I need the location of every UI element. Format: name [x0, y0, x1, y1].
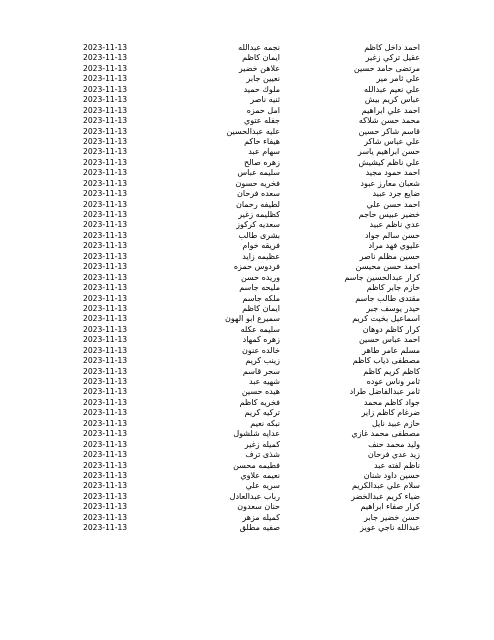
- list-row: [0, 200, 494, 210]
- name-list: [0, 43, 494, 534]
- mother-name: سهام عبد: [248, 147, 280, 157]
- person-name: علي نعيم عبدالله: [364, 84, 420, 94]
- list-row: [0, 273, 494, 283]
- list-row: [0, 127, 494, 137]
- record-date: 2023-11-13: [83, 189, 128, 199]
- mother-name: ملوك حميد: [243, 84, 280, 94]
- person-name: مسلم عامر طاهر: [362, 345, 420, 355]
- record-date: 2023-11-13: [83, 377, 128, 386]
- record-date: 2023-11-13: [83, 512, 128, 522]
- mother-name: نبكه نعيم: [250, 418, 280, 428]
- mother-name: كميله زغير: [244, 439, 280, 449]
- record-date: 2023-11-13: [83, 470, 128, 480]
- mother-name: ايمان كاظم: [242, 53, 280, 63]
- person-name: كرار صفاء ابراهيم: [360, 502, 420, 512]
- list-row: [0, 502, 494, 512]
- record-date: 2023-11-13: [83, 324, 128, 334]
- record-date: 2023-11-13: [83, 116, 128, 126]
- list-row: [0, 387, 494, 397]
- mother-name: علاهن خضير: [238, 63, 280, 73]
- list-row: [0, 210, 494, 220]
- record-date: 2023-11-13: [83, 356, 128, 366]
- list-row: [0, 43, 494, 53]
- list-row: [0, 241, 494, 251]
- record-date: 2023-11-13: [83, 136, 128, 146]
- person-name: ضرغام كاظم زاير: [361, 408, 420, 418]
- mother-name: سليمه عكله: [240, 324, 280, 334]
- mother-name: سعديه كركوز: [236, 220, 280, 230]
- list-row: [0, 304, 494, 314]
- record-date: 2023-11-13: [83, 74, 128, 84]
- mother-name: بشرى طالب: [238, 230, 280, 240]
- mother-name: سحر قاسم: [242, 366, 280, 376]
- person-name: سلام علي عبدالكريم: [351, 481, 420, 491]
- mother-name: صفيه مطلق: [239, 523, 280, 533]
- record-date: 2023-11-13: [83, 481, 128, 491]
- list-row: [0, 377, 494, 387]
- record-date: 2023-11-13: [83, 283, 128, 293]
- mother-name: فخريه حسون: [235, 178, 280, 188]
- record-date: 2023-11-13: [83, 387, 128, 397]
- mother-name: فريقه خوام: [242, 241, 280, 251]
- record-date: 2023-11-13: [83, 105, 128, 115]
- person-name: مقتدى طالب جاسم: [355, 293, 420, 303]
- list-row: [0, 440, 494, 450]
- record-date: 2023-11-13: [83, 439, 128, 449]
- mother-name: شذى ترف: [245, 450, 280, 460]
- mother-name: كميله مزهر: [242, 512, 280, 522]
- mother-name: رباب عبدالعادل: [229, 491, 280, 501]
- mother-name: فردوس حمزه: [233, 262, 280, 272]
- list-row: [0, 471, 494, 481]
- person-name: حسن ابراهيم ياسر: [357, 147, 420, 157]
- mother-name: شهيه عبد: [248, 377, 280, 386]
- mother-name: نجمه عبدالله: [238, 43, 280, 52]
- person-name: حازم جابر كاظم: [366, 283, 420, 293]
- list-row: [0, 283, 494, 293]
- person-name: ضياء كريم عبدالخضر: [351, 491, 420, 501]
- record-date: 2023-11-13: [83, 241, 128, 251]
- record-date: 2023-11-13: [83, 199, 128, 209]
- mother-name: ثنيه ناصر: [250, 95, 280, 105]
- list-row: [0, 356, 494, 366]
- person-name: كرار عبدالحسين جاسم: [344, 272, 420, 282]
- record-date: 2023-11-13: [83, 43, 128, 52]
- list-row: [0, 492, 494, 502]
- record-date: 2023-11-13: [83, 147, 128, 157]
- record-date: 2023-11-13: [83, 230, 128, 240]
- person-name: مصطفى محمد غازي: [351, 429, 420, 439]
- list-row: [0, 137, 494, 147]
- record-date: 2023-11-13: [83, 418, 128, 428]
- list-row: [0, 64, 494, 74]
- person-name: حسن خضير جابر: [364, 512, 420, 522]
- person-name: احمد علي ابراهيم: [361, 105, 420, 115]
- record-date: 2023-11-13: [83, 491, 128, 501]
- record-date: 2023-11-13: [83, 95, 128, 105]
- person-name: محمد حسن شلاكه: [358, 116, 420, 126]
- mother-name: هيفاء حاكم: [244, 136, 280, 146]
- list-row: [0, 513, 494, 523]
- record-date: 2023-11-13: [83, 178, 128, 188]
- list-row: [0, 74, 494, 84]
- person-name: احمد حمود مجيد: [365, 168, 420, 178]
- list-row: [0, 335, 494, 345]
- person-name: ثامر وناس عوده: [366, 377, 420, 386]
- list-row: [0, 231, 494, 241]
- mother-name: امل حمزه: [246, 105, 280, 115]
- mother-name: تركيه كريم: [244, 408, 280, 418]
- record-date: 2023-11-13: [83, 429, 128, 439]
- record-date: 2023-11-13: [83, 450, 128, 460]
- person-name: قاسم شاكر حسين: [358, 126, 420, 136]
- mother-name: فخريه كاظم: [239, 397, 280, 407]
- person-name: احمد حسن علي: [366, 199, 420, 209]
- list-row: [0, 367, 494, 377]
- mother-name: سعده فرحان: [237, 189, 280, 199]
- record-date: 2023-11-13: [83, 262, 128, 272]
- list-row: [0, 106, 494, 116]
- record-date: 2023-11-13: [83, 293, 128, 303]
- mother-name: ايمان كاظم: [242, 303, 280, 313]
- record-date: 2023-11-13: [83, 314, 128, 324]
- list-row: [0, 116, 494, 126]
- list-row: [0, 461, 494, 471]
- person-name: خضير عبيس حاجم: [358, 210, 420, 219]
- person-name: جواد كاظم محمد: [363, 397, 420, 407]
- record-date: 2023-11-13: [83, 303, 128, 313]
- person-name: ضايع جرد عبيد: [372, 189, 420, 199]
- person-name: مرتضى حامد حسين: [353, 63, 420, 73]
- record-date: 2023-11-13: [83, 345, 128, 355]
- list-row: [0, 179, 494, 189]
- person-name: احمد عباس حسين: [358, 335, 420, 345]
- list-row: [0, 294, 494, 304]
- person-name: علي ناظم كيشيش: [358, 157, 420, 167]
- record-date: 2023-11-13: [83, 53, 128, 63]
- person-name: علي عباس شاكر: [364, 136, 420, 146]
- person-name: علي ثامر مير: [376, 74, 420, 84]
- person-name: كرار كاظم دوهان: [362, 324, 420, 334]
- list-row: [0, 95, 494, 105]
- person-name: حيدر يوسف جبر: [366, 303, 420, 313]
- record-date: 2023-11-13: [83, 63, 128, 73]
- person-name: احمد حسن محيسن: [355, 262, 420, 272]
- record-date: 2023-11-13: [83, 502, 128, 512]
- person-name: كاظم كريم كاظم: [363, 366, 420, 376]
- mother-name: نعيين جابر: [246, 74, 280, 84]
- record-date: 2023-11-13: [83, 460, 128, 470]
- list-row: [0, 220, 494, 230]
- person-name: حسين داود شنان: [363, 470, 420, 480]
- record-date: 2023-11-13: [83, 523, 128, 533]
- mother-name: زهره كمهاد: [242, 335, 280, 345]
- record-date: 2023-11-13: [83, 84, 128, 94]
- person-name: عبدالله ناجي عويز: [360, 523, 420, 533]
- list-row: [0, 147, 494, 157]
- person-name: شعبان معارز عبود: [360, 178, 420, 188]
- mother-name: زينب كريم: [245, 356, 280, 366]
- mother-name: مليحه جاسم: [239, 283, 280, 293]
- list-row: [0, 419, 494, 429]
- mother-name: عليه عبدالحسين: [226, 126, 280, 136]
- mother-name: ملكه جاسم: [242, 293, 280, 303]
- mother-name: هيده حسين: [241, 387, 280, 397]
- mother-name: عدايه شلشول: [233, 429, 280, 439]
- person-name: وليد محمد حنف: [368, 439, 420, 449]
- list-row: [0, 53, 494, 63]
- person-name: عقيل تركي زغير: [365, 53, 420, 63]
- mother-name: زهره صالح: [243, 157, 280, 167]
- person-name: ناظم لفته عبد: [373, 460, 420, 470]
- person-name: حسين مظلم ناصر: [359, 251, 420, 261]
- record-date: 2023-11-13: [83, 126, 128, 136]
- mother-name: خالده عنون: [242, 345, 280, 355]
- list-row: [0, 429, 494, 439]
- mother-name: لطيفه رحمان: [235, 199, 280, 209]
- list-row: [0, 481, 494, 491]
- list-row: [0, 85, 494, 95]
- mother-name: سميرع ابو الهون: [225, 314, 280, 324]
- list-row: [0, 314, 494, 324]
- record-date: 2023-11-13: [83, 157, 128, 167]
- record-date: 2023-11-13: [83, 210, 128, 219]
- list-row: [0, 398, 494, 408]
- record-date: 2023-11-13: [83, 168, 128, 178]
- mother-name: جفله عتوي: [243, 116, 280, 126]
- person-name: زيد عدي فرحان: [367, 450, 420, 460]
- person-name: حسن سالم جواد: [364, 230, 420, 240]
- mother-name: كظليمه زغير: [238, 210, 280, 219]
- mother-name: فطيمه محسن: [233, 460, 280, 470]
- record-date: 2023-11-13: [83, 251, 128, 261]
- list-row: [0, 523, 494, 533]
- list-row: [0, 189, 494, 199]
- person-name: عليوي فهد مراد: [368, 241, 420, 251]
- record-date: 2023-11-13: [83, 408, 128, 418]
- list-row: [0, 346, 494, 356]
- person-name: حازم عبيد نايل: [371, 418, 420, 428]
- list-row: [0, 158, 494, 168]
- list-row: [0, 325, 494, 335]
- mother-name: سليمه عباس: [237, 168, 280, 178]
- mother-name: سريه علي: [245, 481, 280, 491]
- list-row: [0, 450, 494, 460]
- person-name: مصطفى ذياب كاظم: [352, 356, 420, 366]
- mother-name: نعيمه علاوي: [240, 470, 280, 480]
- person-name: احمد داخل كاظم: [364, 43, 420, 52]
- list-row: [0, 168, 494, 178]
- person-name: اسماعيل بخيت كريم: [352, 314, 420, 324]
- list-row: [0, 252, 494, 262]
- mother-name: وريده حسن: [240, 272, 280, 282]
- mother-name: حنان سعدون: [237, 502, 280, 512]
- person-name: عدي ناظم عبيد: [369, 220, 420, 230]
- mother-name: عظيمه زايد: [242, 251, 280, 261]
- record-date: 2023-11-13: [83, 335, 128, 345]
- list-row: [0, 262, 494, 272]
- record-date: 2023-11-13: [83, 397, 128, 407]
- record-date: 2023-11-13: [83, 272, 128, 282]
- person-name: عباس كريم بيش: [364, 95, 420, 105]
- person-name: ثامر عبدالفاضل طراد: [349, 387, 420, 397]
- list-row: [0, 408, 494, 418]
- record-date: 2023-11-13: [83, 366, 128, 376]
- record-date: 2023-11-13: [83, 220, 128, 230]
